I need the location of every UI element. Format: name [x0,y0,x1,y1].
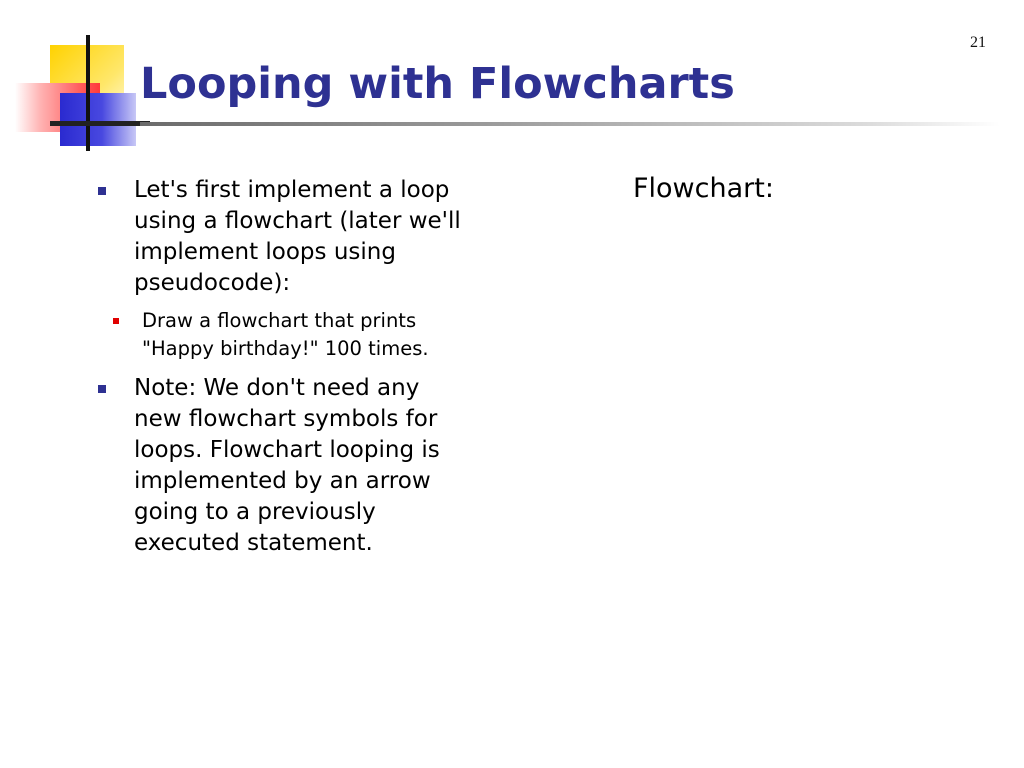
logo-blue-block [60,93,136,146]
bullet-list [96,175,466,567]
bullet-item-1 [96,175,466,299]
title-underline [140,122,1000,126]
bullet-item-2 [96,373,466,559]
logo-horizontal-line [50,121,150,126]
bullet-text-1: Let's first implement a loop using a flowchart (later we'll implement loops using pseudocode): [134,177,461,296]
red-square-bullet-icon [113,318,119,324]
sub-bullet-item-1 [58,307,466,363]
page-number: 21 [970,34,986,51]
logo-vertical-line [86,35,90,151]
sub-bullet-text-1: Draw a flowchart that prints "Happy birthday!" 100 times. [142,309,429,360]
square-bullet-icon [98,385,106,393]
square-bullet-icon [98,187,106,195]
flowchart-label: Flowchart: [633,173,774,204]
bullet-text-2: Note: We don't need any new flowchart symbols for loops. Flowchart looping is implemented by an arrow going to a previously executed statement. [134,375,440,556]
slide-title: Looping with Flowcharts [140,59,735,109]
